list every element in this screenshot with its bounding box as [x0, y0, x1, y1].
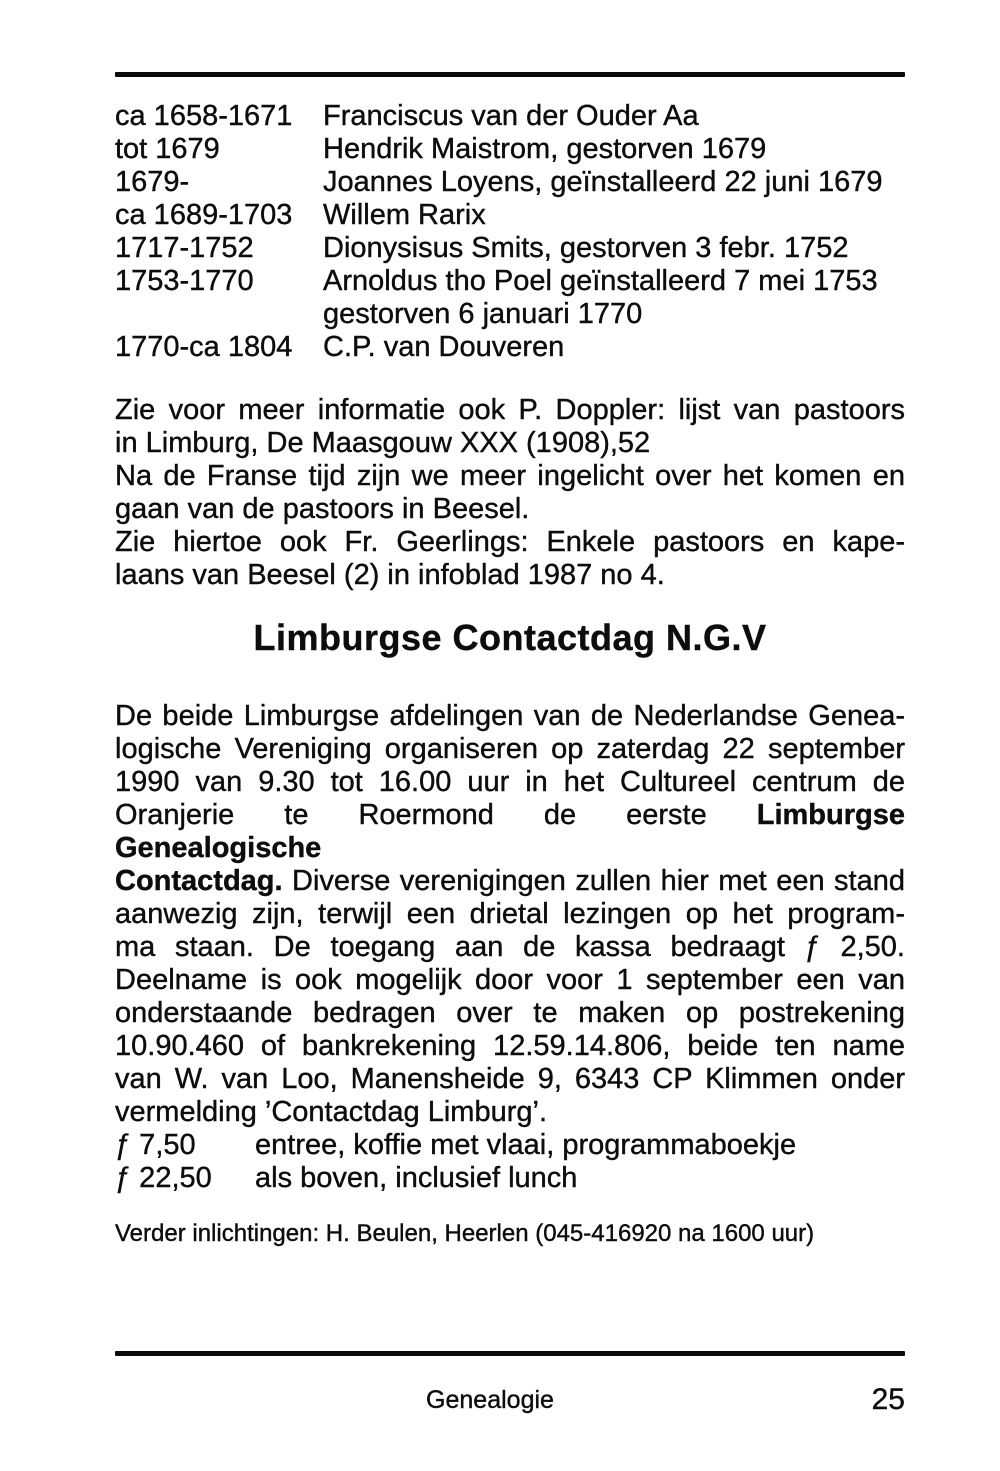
article-line [115, 1096, 905, 1129]
pastor-name [323, 232, 905, 265]
price-description: entree, koffie met vlaai, programmaboekje [255, 1129, 797, 1161]
pastor-name-line: Franciscus van der Ouder Aa [323, 100, 699, 132]
note-line: Zie hiertoe ook Fr. Geerlings: Enkele pastoors en kape- [115, 526, 905, 558]
body-text: Deelname is ook mogelijk door voor 1 september een van [115, 964, 905, 996]
note-line: gaan van de pastoors in Beesel. [115, 493, 530, 525]
article-line [115, 931, 905, 964]
top-rule [115, 72, 905, 77]
price-row [115, 1162, 905, 1195]
footer-section-label: Genealogie [426, 1386, 554, 1414]
note-line: Zie voor meer informatie ook P. Doppler: lijst van pastoors [115, 394, 905, 426]
bold-text: Contactdag. [115, 865, 283, 897]
page-content [115, 0, 905, 1417]
pastor-name-line: gestorven 6 januari 1770 [323, 298, 643, 330]
article-line [115, 700, 905, 733]
body-text: De beide Limburgse afdelingen van de Nederlandse Genea- [115, 700, 905, 732]
note-line: Na de Franse tijd zijn we meer ingelicht over het komen en [115, 460, 905, 492]
page-footer [115, 1383, 905, 1417]
pastor-row [115, 232, 905, 265]
body-text: ma staan. De toegang aan de kassa bedraagt ƒ 2,50. [115, 931, 905, 963]
pastor-name [323, 265, 905, 331]
article-line [115, 766, 905, 799]
body-text: logische Vereniging organiseren op zaterdag 22 september [115, 733, 905, 765]
body-text: aanwezig zijn, terwijl een drietal lezingen op het program- [115, 898, 905, 930]
pastor-name-line: Dionysisus Smits, gestorven 3 febr. 1752 [323, 232, 849, 264]
pastor-period: 1717-1752 [115, 232, 254, 264]
pastor-row [115, 265, 905, 331]
pastor-period: 1770-ca 1804 [115, 331, 293, 363]
article-line [115, 1063, 905, 1096]
pastor-name-line: Hendrik Maistrom, gestorven 1679 [323, 133, 767, 165]
article-line [115, 733, 905, 766]
article-paragraph [115, 700, 905, 1129]
body-text: 1990 van 9.30 tot 16.00 uur in het Cultureel centrum de [115, 766, 905, 798]
price-amount: ƒ 7,50 [115, 1129, 196, 1161]
pastor-name [323, 100, 905, 133]
body-text: Diverse verenigingen zullen hier met een stand [282, 865, 905, 897]
pastor-name [323, 199, 905, 232]
pastor-list [115, 100, 905, 364]
note-paragraph [115, 394, 905, 592]
price-row [115, 1129, 905, 1162]
article-line [115, 898, 905, 931]
section-title: Limburgse Contactdag N.G.V [253, 617, 767, 658]
body-text: onderstaande bedragen over te maken op postrekening [115, 997, 905, 1029]
pastor-name [323, 331, 905, 364]
pastor-name-line: Arnoldus tho Poel geïnstalleerd 7 mei 1753 [323, 265, 878, 297]
article-line [115, 865, 905, 898]
price-amount: ƒ 22,50 [115, 1162, 212, 1194]
pastor-period: tot 1679 [115, 133, 220, 165]
pastor-row [115, 331, 905, 364]
pastor-name-line: C.P. van Douveren [323, 331, 565, 363]
pastor-name [323, 166, 905, 199]
body-text: Oranjerie te Roermond de eerste [115, 799, 757, 831]
pastor-name-line: Joannes Loyens, geïnstalleerd 22 juni 1679 [323, 166, 883, 198]
pastor-name-line: Willem Rarix [323, 199, 486, 231]
note-line: laans van Beesel (2) in infoblad 1987 no 4. [115, 559, 665, 591]
bottom-rule [115, 1351, 905, 1356]
pastor-period: 1753-1770 [115, 265, 254, 297]
pastor-period: ca 1658-1671 [115, 100, 293, 132]
note-line: in Limburg, De Maasgouw XXX (1908),52 [115, 427, 651, 459]
bold-text: Limburgse Genealogische [115, 799, 905, 864]
pastor-row [115, 133, 905, 166]
price-description: als boven, inclusief lunch [255, 1162, 578, 1194]
article-line [115, 964, 905, 997]
pastor-period: 1679- [115, 166, 190, 198]
article-line [115, 799, 905, 865]
price-list [115, 1129, 905, 1195]
pastor-period: ca 1689-1703 [115, 199, 293, 231]
body-text: 10.90.460 of bankrekening 12.59.14.806, beide ten name [115, 1030, 905, 1062]
article-line [115, 1030, 905, 1063]
pastor-name [323, 133, 905, 166]
contact-info-line: Verder inlichtingen: H. Beulen, Heerlen (045-416920 na 1600 uur) [115, 1220, 815, 1247]
footer-page-number: 25 [871, 1383, 905, 1416]
article-line [115, 997, 905, 1030]
pastor-row [115, 199, 905, 232]
body-text: vermelding ’Contactdag Limburg’. [115, 1096, 547, 1128]
pastor-row [115, 166, 905, 199]
pastor-row [115, 100, 905, 133]
body-text: van W. van Loo, Manensheide 9, 6343 CP Klimmen onder [115, 1063, 905, 1095]
